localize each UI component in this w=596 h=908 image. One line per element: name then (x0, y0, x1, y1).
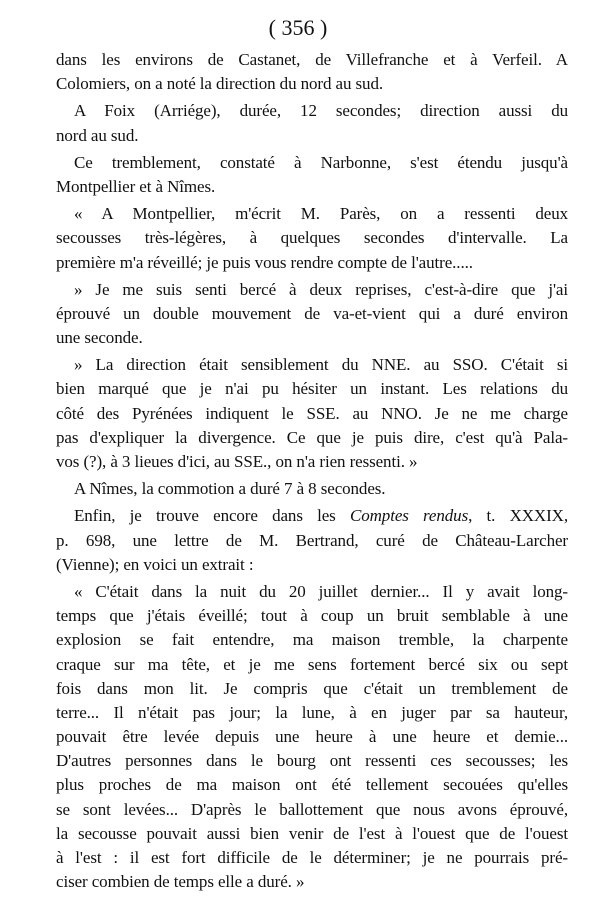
text-line: » Je me suis senti bercé à deux reprises, c'est-à-dire que j'ai (74, 279, 568, 299)
text-line: temps que j'étais éveillé; tout à coup un bruit semblable à une (56, 606, 568, 626)
text-line: « A Montpellier, m'écrit M. Parès, on a ressenti deux (74, 204, 568, 224)
body-text (56, 48, 568, 894)
text-line: craque sur ma tête, et je me sens fortement bercé six ou sept (56, 654, 568, 674)
text-line: plus proches de ma maison ont été tellement secouées qu'elles (56, 775, 568, 795)
text-span: Enfin, je trouve encore dans les (74, 506, 336, 526)
text-line: à l'est : il est fort difficile de le déterminer; je ne pourrais pré- (56, 848, 568, 867)
journal-title: Comptes rendus (349, 506, 469, 526)
text-line: se sont levées... D'après le ballottement que nous avons éprouvé, (56, 799, 568, 819)
text-line: fois dans mon lit. Je compris que c'était un tremblement de (56, 678, 568, 698)
text-line: D'autres personnes dans le bourg ont ressenti ces secousses; les (56, 751, 568, 771)
text-line: terre... Il n'était pas jour; la lune, à en juger par sa hauteur, (56, 702, 568, 722)
text-line: secousses très-légères, à quelques secondes d'intervalle. La (56, 228, 568, 248)
text-line: Colomiers, on a noté la direction du nord au sud. (56, 74, 384, 94)
text-line: (Vienne); en voici un extrait : (56, 554, 254, 574)
text-line: A Nîmes, la commotion a duré 7 à 8 secondes. (74, 479, 386, 499)
text-line: pas d'expliquer la divergence. Ce que je puis dire, c'est qu'à Pala- (56, 427, 568, 447)
text-line: éprouvé un double mouvement de va-et-vient qui a duré environ (56, 303, 568, 323)
text-line: première m'a réveillé; je puis vous rendre compte de l'autre..... (56, 252, 473, 272)
text-line: une seconde. (56, 328, 143, 348)
text-line: » La direction était sensiblement du NNE. au SSO. C'était si (74, 355, 568, 375)
text-line: A Foix (Arriége), durée, 12 secondes; direction aussi du (74, 101, 568, 121)
text-line: côté des Pyrénées indiquent le SSE. au NNO. Je ne me charge (56, 403, 568, 423)
text-line: Montpellier et à Nîmes. (56, 176, 216, 196)
text-line: pouvait être levée depuis une heure à une heure et demie... (56, 727, 568, 747)
page-number: ( 356 ) (268, 15, 328, 40)
text-line: nord au sud. (56, 125, 139, 145)
text-line: vos (?), à 3 lieues d'ici, au SSE., on n'a rien ressenti. » (56, 452, 418, 471)
text-line: Ce tremblement, constaté à Narbonne, s'est étendu jusqu'à (74, 152, 568, 172)
text-line: la secousse pouvait aussi bien venir de l'est à l'ouest que de l'ouest (56, 823, 568, 843)
text-line: p. 698, une lettre de M. Bertrand, curé de Château-Larcher (56, 530, 568, 550)
text-line: ciser combien de temps elle a duré. » (56, 872, 305, 892)
text-span: , t. XXXIX, (468, 506, 568, 526)
text-line: bien marqué que je n'ai pu hésiter un instant. Les relations du (56, 379, 568, 399)
text-line: explosion se fait entendre, ma maison tremble, la charpente (56, 630, 568, 650)
text-line (56, 504, 568, 528)
text-line: dans les environs de Castanet, de Villefranche et à Verfeil. A (56, 50, 568, 69)
text-line: « C'était dans la nuit du 20 juillet dernier... Il y avait long- (74, 581, 568, 601)
